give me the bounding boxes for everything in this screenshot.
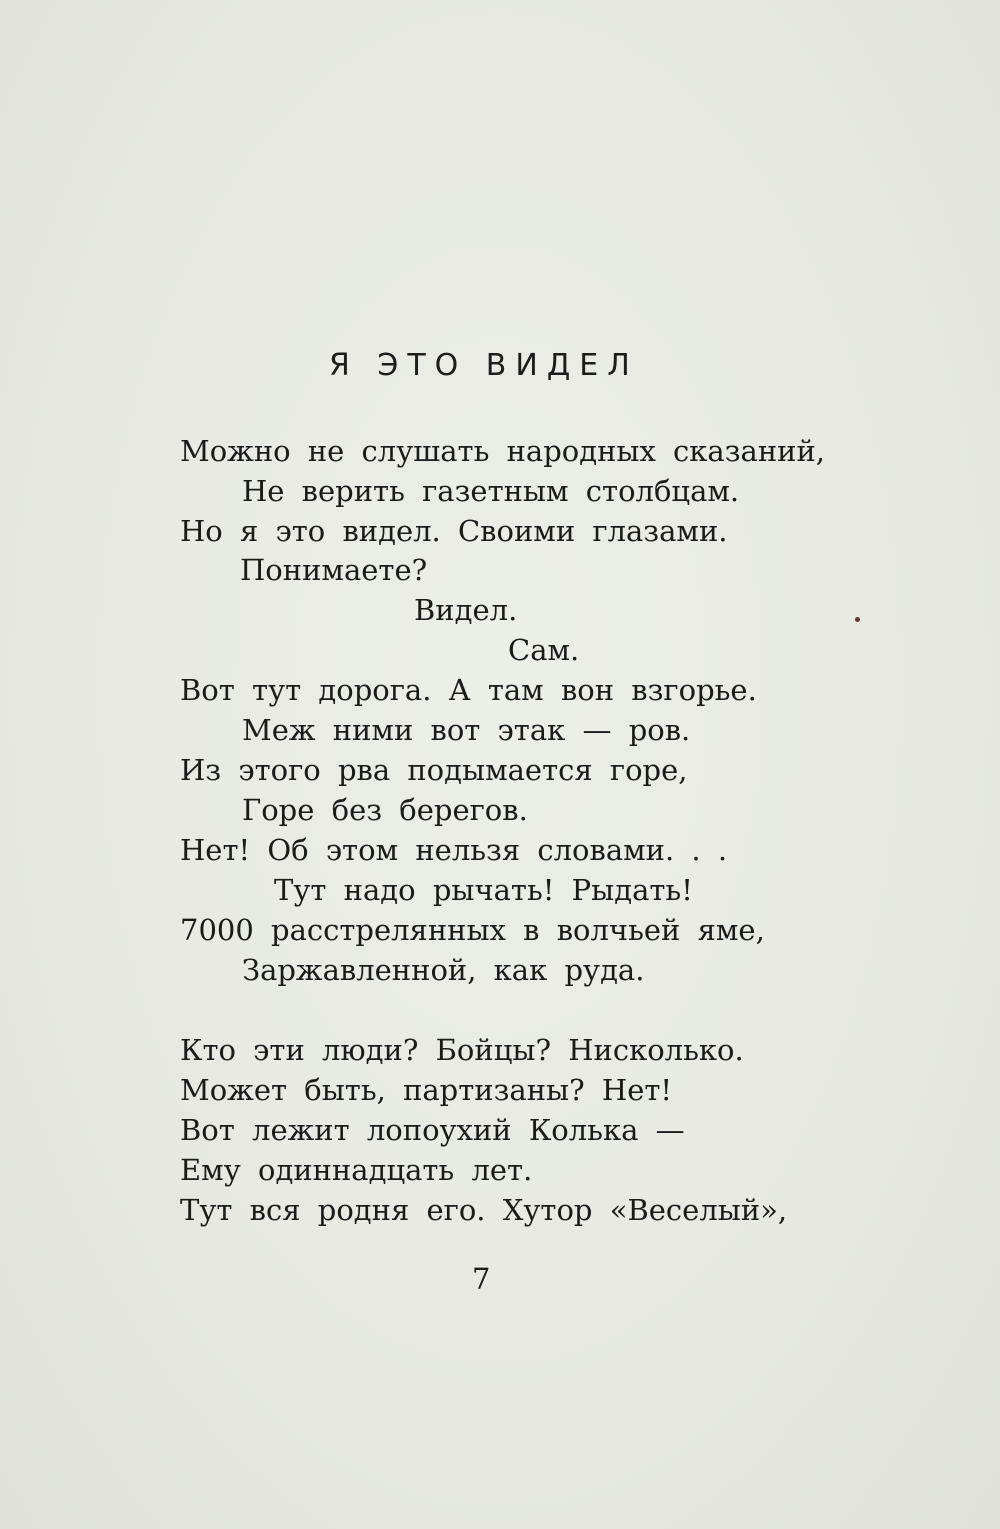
poem-line: Может быть, партизаны? Нет! bbox=[180, 1073, 673, 1107]
poem-line: Кто эти люди? Бойцы? Нисколько. bbox=[180, 1033, 744, 1067]
poem-line: Из этого рва подымается горе, bbox=[180, 753, 688, 787]
poem-line: Но я это видел. Своими глазами. bbox=[180, 514, 728, 548]
poem-line: Не верить газетным столбцам. bbox=[242, 474, 740, 508]
paper-speck bbox=[855, 617, 860, 622]
poem-line: Понимаете? bbox=[240, 553, 428, 587]
poem-line: Вот тут дорога. А там вон взгорье. bbox=[180, 673, 757, 707]
poem-line: 7000 расстрелянных в волчьей яме, bbox=[180, 913, 765, 947]
poem-line: Ему одиннадцать лет. bbox=[180, 1153, 533, 1187]
poem-line: Горе без берегов. bbox=[242, 793, 528, 827]
poem-line: Видел. bbox=[414, 593, 518, 627]
poem-line: Сам. bbox=[508, 633, 580, 667]
poem-line: Тут вся родня его. Хутор «Веселый», bbox=[180, 1193, 788, 1227]
poem-line: Тут надо рычать! Рыдать! bbox=[274, 873, 693, 907]
poem-title: Я ЭТО ВИДЕЛ bbox=[329, 348, 639, 383]
poem-line: Нет! Об этом нельзя словами. . . bbox=[180, 833, 728, 867]
poem-line: Меж ними вот этак — ров. bbox=[242, 713, 691, 747]
poem-line: Можно не слушать народных сказаний, bbox=[180, 434, 826, 468]
poem-line: Заржавленной, как руда. bbox=[242, 953, 645, 987]
page-number: 7 bbox=[472, 1262, 491, 1296]
poem-line: Вот лежит лопоухий Колька — bbox=[180, 1113, 685, 1147]
